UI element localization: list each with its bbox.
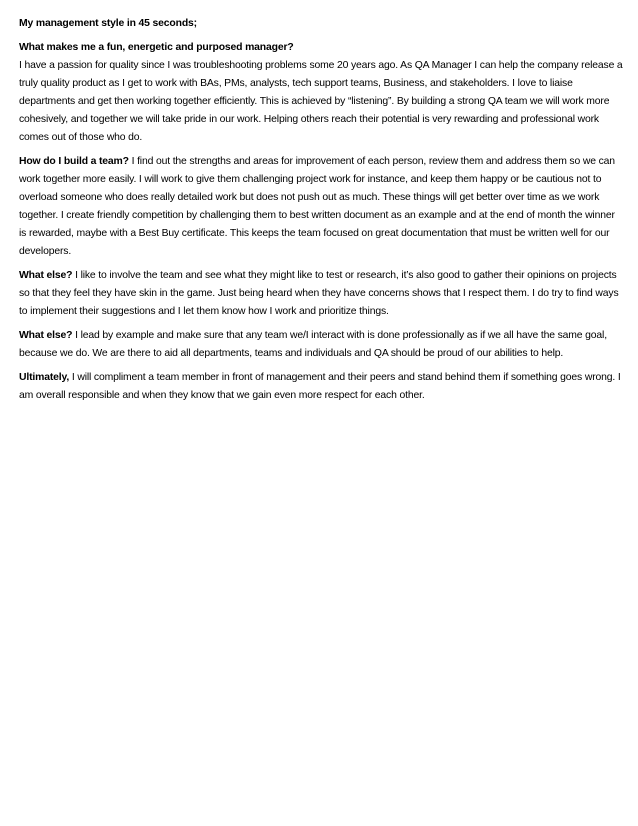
- section-what-else-1: [19, 267, 623, 321]
- section-ultimately-heading: Ultimately,: [19, 372, 70, 383]
- section-passion-heading: What makes me a fun, energetic and purposed manager?: [19, 42, 294, 53]
- section-build-team-heading: How do I build a team?: [19, 156, 129, 167]
- section-what-else-2: [19, 327, 623, 363]
- section-what-else-1-heading: What else?: [19, 270, 73, 281]
- section-ultimately: [19, 369, 623, 405]
- section-build-team: [19, 153, 623, 261]
- section-what-else-1-body: I like to involve the team and see what they might like to test or research, it’s also good to gather their opinions on projects so that they feel they have skin in the game. Just being heard when they have concerns shows that I respect them. I do try to find ways to implement their suggestions and I let them know how I work and prioritize things.: [19, 270, 619, 317]
- section-what-else-2-heading: What else?: [19, 330, 73, 341]
- document-page: [19, 15, 623, 411]
- document-title: My management style in 45 seconds;: [19, 18, 197, 29]
- section-passion: [19, 39, 623, 147]
- section-ultimately-body: I will compliment a team member in front of management and their peers and stand behind them if something goes wrong. I am overall responsible and when they know that we gain even more respect for each other.: [19, 372, 621, 401]
- section-passion-body: I have a passion for quality since I was troubleshooting problems some 20 years ago. As QA Manager I can help the company release a truly quality product as I get to work with BAs, PMs, analysts, tech support teams, Business, and stakeholders. I love to liaise departments and get then working together efficiently. This is achieved by “listening”. By building a strong QA team we will work more cohesively, and together we will take pride in our work. Helping others reach their potential is very rewarding and professional work comes out of those who do.: [19, 60, 623, 143]
- section-build-team-body: I find out the strengths and areas for improvement of each person, review them and address them so we can work together more easily. I will work to give them challenging project work for instance, and keep them happy or be cautious not to overload someone who does really detailed work but does not push out as much. These things will get better over time as we work together. I create friendly competition by challenging them to best written document as an example and at the end of month the winner is rewarded, maybe with a Best Buy certificate. This keeps the team focused on great documentation that must be written well for our developers.: [19, 156, 615, 257]
- section-what-else-2-body: I lead by example and make sure that any team we/I interact with is done professionally as if we all have the same goal, because we do. We are there to aid all departments, teams and individuals and QA should be proud of our abilities to help.: [19, 330, 607, 359]
